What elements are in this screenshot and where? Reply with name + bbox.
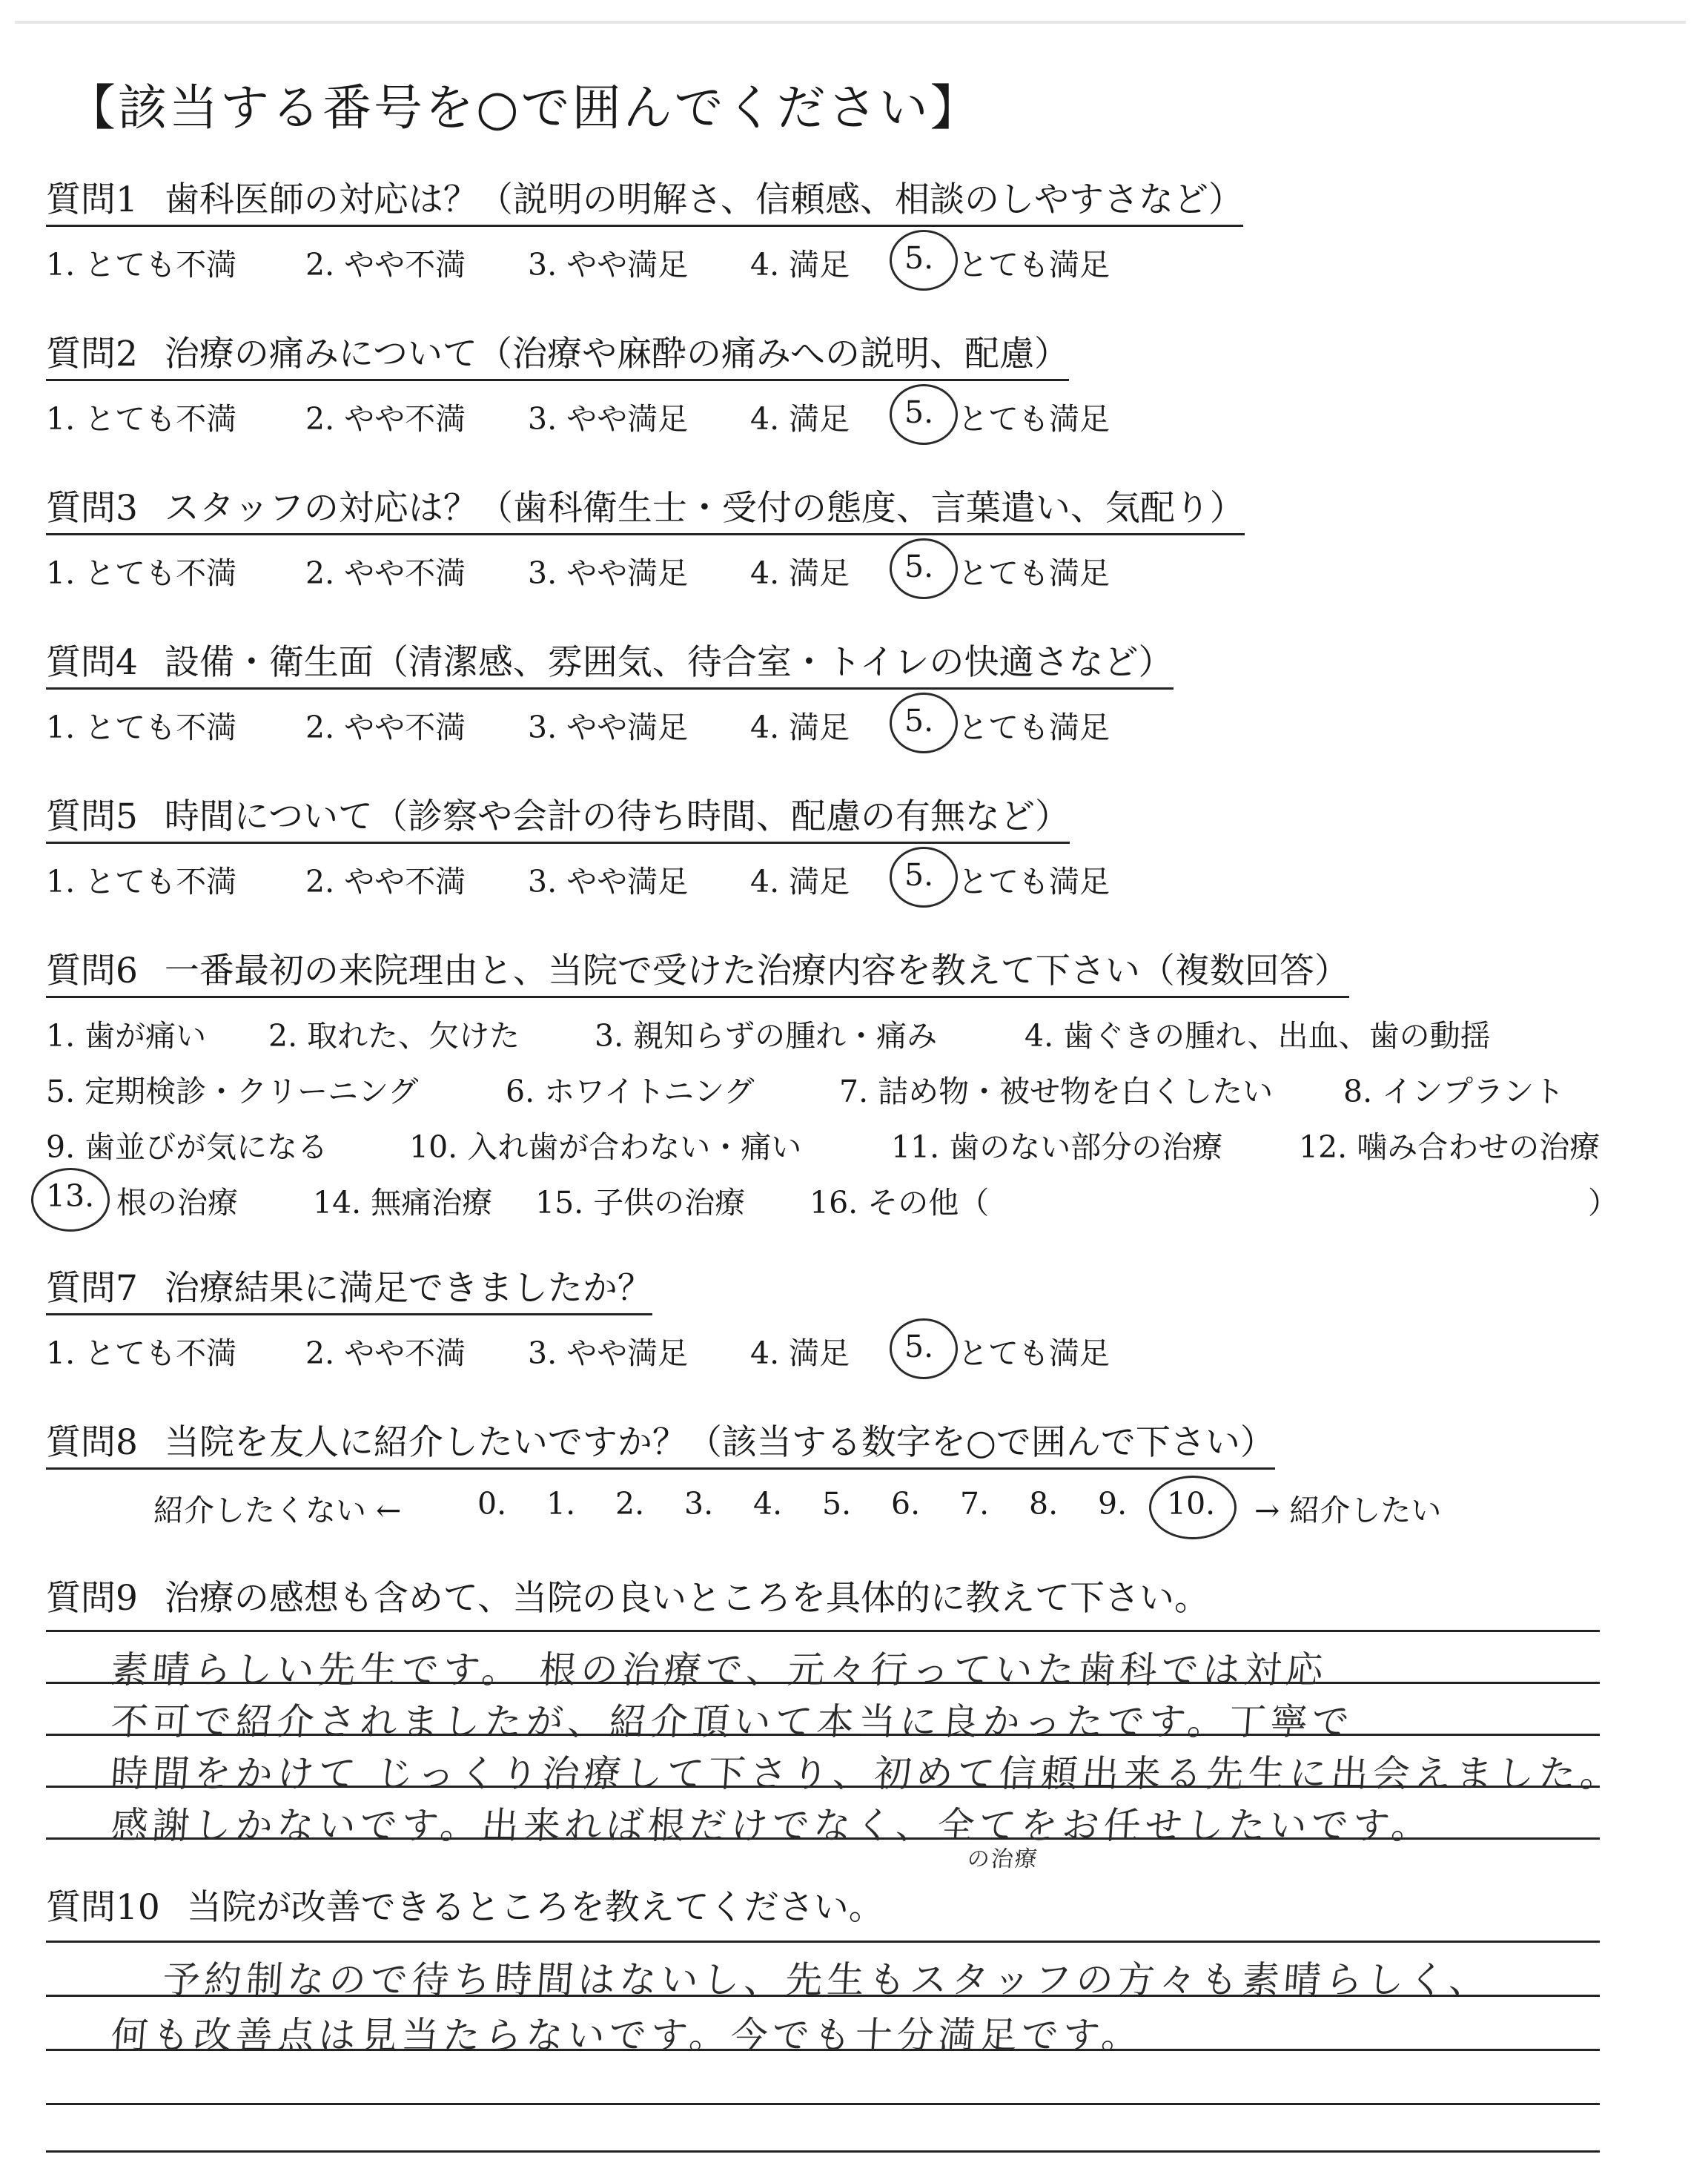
option-3[interactable]: 3. やや満足 bbox=[528, 401, 689, 437]
scale-1[interactable]: 1. bbox=[546, 1486, 576, 1522]
option-3[interactable]: 3. やや満足 bbox=[528, 710, 689, 745]
question-9-title bbox=[46, 1571, 1209, 1623]
option-4[interactable]: 4. 満足 bbox=[750, 555, 850, 591]
handwritten-answer-line: 不可で紹介されましたが、紹介頂いて本当に良かったです。丁寧で bbox=[109, 1700, 1355, 1743]
answer-line bbox=[46, 1630, 1600, 1632]
question-6-number: 質問6 bbox=[46, 951, 138, 991]
page-heading: 【該当する番号を○で囲んでください】 bbox=[67, 79, 982, 136]
option-8[interactable]: 8. インプラント bbox=[1343, 1074, 1565, 1109]
question-3-number: 質問3 bbox=[46, 488, 138, 529]
option-3[interactable]: 3. やや満足 bbox=[528, 864, 689, 899]
question-3-text: スタッフの対応は？（歯科衛生士・受付の態度、言葉遣い、気配り） bbox=[164, 488, 1245, 529]
scale-8[interactable]: 8. bbox=[1029, 1486, 1059, 1522]
scale-9[interactable]: 9. bbox=[1098, 1486, 1128, 1522]
question-9-text: 治療の感想も含めて、当院の良いところを具体的に教えて下さい。 bbox=[164, 1578, 1209, 1619]
option-2[interactable]: 2. 取れた、欠けた bbox=[268, 1018, 520, 1054]
options-row bbox=[46, 1178, 1618, 1223]
question-1-title bbox=[46, 172, 1243, 227]
handwritten-answer-line: 時間をかけて じっくり治療して下さり、初めて信頼出来る先生に出会えました。 bbox=[109, 1752, 1623, 1795]
option-4[interactable]: 4. 満足 bbox=[750, 864, 850, 899]
question-2-options bbox=[46, 394, 1110, 439]
option-1[interactable]: 1. 歯が痛い bbox=[46, 1018, 207, 1054]
question-8-scale bbox=[46, 1486, 1442, 1530]
question-1-text: 歯科医師の対応は？（説明の明解さ、信頼感、相談のしやすさなど） bbox=[164, 179, 1244, 220]
question-4 bbox=[46, 635, 1174, 747]
option-7[interactable]: 7. 詰め物・被せ物を白くしたい bbox=[839, 1074, 1274, 1109]
option-5[interactable]: 5. bbox=[904, 857, 934, 893]
options-row bbox=[46, 1011, 1491, 1056]
option-5[interactable]: 5. bbox=[904, 394, 934, 430]
option-16[interactable]: 16. その他（ bbox=[810, 1185, 990, 1221]
option-5-label: とても満足 bbox=[958, 555, 1110, 591]
handwritten-insertion: の治療 bbox=[966, 1846, 1039, 1872]
selected-circle bbox=[890, 847, 958, 908]
option-2[interactable]: 2. やや不満 bbox=[305, 555, 466, 591]
selected-circle bbox=[890, 538, 958, 599]
scale-4[interactable]: 4. bbox=[753, 1486, 783, 1522]
option-5[interactable]: 5. 定期検診・クリーニング bbox=[46, 1074, 419, 1109]
option-9[interactable]: 9. 歯並びが気になる bbox=[46, 1129, 328, 1165]
selected-circle bbox=[890, 1318, 958, 1379]
option-13[interactable]: 13. bbox=[46, 1178, 95, 1214]
option-10[interactable]: 10. 入れ歯が合わない・痛い bbox=[409, 1129, 802, 1165]
question-8-title bbox=[46, 1415, 1275, 1470]
option-2[interactable]: 2. やや不満 bbox=[305, 247, 466, 283]
option-4[interactable]: 4. 満足 bbox=[750, 401, 850, 437]
question-5-title bbox=[46, 789, 1070, 844]
option-5-label: とても満足 bbox=[958, 1335, 1110, 1371]
handwritten-answer-line: 予約制なので待ち時間はないし、先生もスタッフの方々も素晴らしく、 bbox=[161, 1958, 1492, 2001]
option-4[interactable]: 4. 歯ぐきの腫れ、出血、歯の動揺 bbox=[1025, 1018, 1491, 1054]
option-4[interactable]: 4. 満足 bbox=[750, 247, 850, 283]
option-16-close: ） bbox=[1588, 1185, 1618, 1221]
option-12[interactable]: 12. 噛み合わせの治療 bbox=[1299, 1129, 1601, 1165]
scale-right-label: → 紹介したい bbox=[1254, 1493, 1442, 1528]
question-2-number: 質問2 bbox=[46, 334, 138, 374]
handwritten-answer-line: 素晴らしい先生です。 根の治療で、元々行っていた歯科では対応 bbox=[109, 1648, 1329, 1691]
selected-circle bbox=[890, 230, 958, 291]
option-1[interactable]: 1. とても不満 bbox=[46, 864, 237, 899]
answer-line bbox=[46, 2150, 1600, 2153]
question-3 bbox=[46, 480, 1245, 593]
question-9 bbox=[46, 1571, 1209, 1623]
question-7-text: 治療結果に満足できましたか？ bbox=[164, 1268, 652, 1309]
scale-2[interactable]: 2. bbox=[615, 1486, 645, 1522]
option-3[interactable]: 3. 親知らずの腫れ・痛み bbox=[595, 1018, 938, 1054]
selected-circle bbox=[31, 1168, 110, 1232]
option-5[interactable]: 5. bbox=[904, 240, 934, 276]
answer-line bbox=[46, 2103, 1600, 2105]
option-5[interactable]: 5. bbox=[904, 703, 934, 739]
question-8-number: 質問8 bbox=[46, 1422, 138, 1463]
question-5-number: 質問5 bbox=[46, 796, 138, 837]
option-14[interactable]: 14. 無痛治療 bbox=[313, 1185, 493, 1221]
option-5[interactable]: 5. bbox=[904, 1329, 934, 1364]
question-6-options bbox=[46, 1011, 1618, 1223]
question-10-number: 質問10 bbox=[46, 1887, 160, 1928]
option-5-label: とても満足 bbox=[958, 710, 1110, 745]
option-5-label: とても満足 bbox=[958, 401, 1110, 437]
question-9-number: 質問9 bbox=[46, 1578, 138, 1619]
question-7 bbox=[46, 1261, 1110, 1373]
option-2[interactable]: 2. やや不満 bbox=[305, 710, 466, 745]
handwritten-answer-line: 何も改善点は見当たらないです。今でも十分満足です。 bbox=[109, 2014, 1145, 2057]
scale-3[interactable]: 3. bbox=[684, 1486, 714, 1522]
question-10-title bbox=[46, 1880, 884, 1932]
option-1[interactable]: 1. とても不満 bbox=[46, 1335, 237, 1371]
question-4-text: 設備・衛生面（清潔感、雰囲気、待合室・トイレの快適さなど） bbox=[164, 642, 1174, 683]
selected-circle bbox=[890, 693, 958, 753]
option-1[interactable]: 1. とても不満 bbox=[46, 710, 237, 745]
option-4[interactable]: 4. 満足 bbox=[750, 710, 850, 745]
question-7-title bbox=[46, 1261, 652, 1315]
option-2[interactable]: 2. やや不満 bbox=[305, 864, 466, 899]
option-3[interactable]: 3. やや満足 bbox=[528, 1335, 689, 1371]
option-4[interactable]: 4. 満足 bbox=[750, 1335, 850, 1371]
question-2-text: 治療の痛みについて（治療や麻酔の痛みへの説明、配慮） bbox=[164, 334, 1070, 374]
option-1[interactable]: 1. とても不満 bbox=[46, 247, 237, 283]
question-10 bbox=[46, 1880, 884, 1932]
question-3-options bbox=[46, 549, 1245, 593]
option-3[interactable]: 3. やや満足 bbox=[528, 247, 689, 283]
option-11[interactable]: 11. 歯のない部分の治療 bbox=[891, 1129, 1223, 1165]
option-2[interactable]: 2. やや不満 bbox=[305, 401, 466, 437]
question-5 bbox=[46, 789, 1110, 902]
question-6-text: 一番最初の来院理由と、当院で受けた治療内容を教えて下さい（複数回答） bbox=[164, 951, 1349, 991]
option-5[interactable]: 5. bbox=[904, 549, 934, 584]
question-4-number: 質問4 bbox=[46, 642, 138, 683]
question-7-options bbox=[46, 1329, 1110, 1373]
options-row bbox=[46, 1123, 1601, 1167]
question-4-options bbox=[46, 703, 1174, 747]
handwritten-answer-line: 感謝しかないです。出来れば根だけでなく、全てをお任せしたいです。 bbox=[109, 1804, 1434, 1847]
scale-6[interactable]: 6. bbox=[891, 1486, 921, 1522]
scale-left-label: 紹介したくない ← bbox=[153, 1493, 402, 1528]
question-4-title bbox=[46, 635, 1174, 690]
option-1[interactable]: 1. とても不満 bbox=[46, 555, 237, 591]
option-1[interactable]: 1. とても不満 bbox=[46, 401, 237, 437]
question-8 bbox=[46, 1415, 1442, 1530]
scan-edge-line bbox=[15, 21, 1686, 24]
scale-0[interactable]: 0. bbox=[477, 1486, 507, 1522]
scale-5[interactable]: 5. bbox=[822, 1486, 852, 1522]
question-2 bbox=[46, 326, 1110, 439]
option-6[interactable]: 6. ホワイトニング bbox=[506, 1074, 755, 1109]
option-5-label: とても満足 bbox=[958, 247, 1110, 283]
question-2-title bbox=[46, 326, 1069, 381]
question-1-number: 質問1 bbox=[46, 179, 138, 220]
scale-10[interactable]: 10. bbox=[1167, 1486, 1216, 1522]
option-5-label: とても満足 bbox=[958, 864, 1110, 899]
question-3-title bbox=[46, 480, 1245, 535]
options-row bbox=[46, 1067, 1565, 1112]
question-10-text: 当院が改善できるところを教えてください。 bbox=[186, 1887, 884, 1928]
option-3[interactable]: 3. やや満足 bbox=[528, 555, 689, 591]
scale-7[interactable]: 7. bbox=[960, 1486, 990, 1522]
question-8-text: 当院を友人に紹介したいですか？（該当する数字を○で囲んで下さい） bbox=[164, 1422, 1275, 1463]
question-5-options bbox=[46, 857, 1110, 902]
question-1 bbox=[46, 172, 1243, 285]
option-13-label: 根の治療 bbox=[116, 1185, 238, 1221]
answer-line bbox=[46, 1941, 1600, 1943]
question-6-title bbox=[46, 943, 1349, 998]
option-2[interactable]: 2. やや不満 bbox=[305, 1335, 466, 1371]
question-5-text: 時間について（診察や会計の待ち時間、配慮の有無など） bbox=[164, 796, 1070, 837]
selected-circle bbox=[1149, 1476, 1237, 1539]
question-7-number: 質問7 bbox=[46, 1268, 138, 1309]
question-1-options bbox=[46, 240, 1243, 285]
selected-circle bbox=[890, 384, 958, 445]
question-6 bbox=[46, 943, 1618, 1234]
option-15[interactable]: 15. 子供の治療 bbox=[535, 1185, 746, 1221]
